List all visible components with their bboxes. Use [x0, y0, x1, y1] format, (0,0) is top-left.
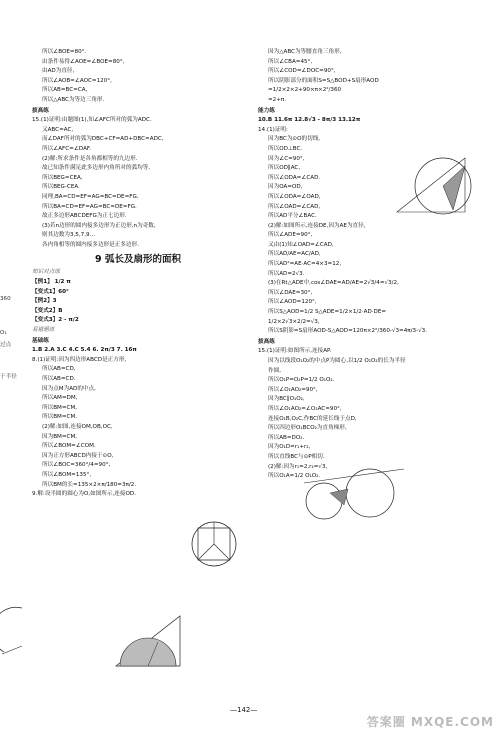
tangent-circle-figure: [395, 150, 485, 228]
text-line: 因为OA=OD,: [268, 184, 303, 191]
text-line: 所以AD平分∠BAC.: [268, 213, 317, 220]
text-line: 所以O₁A=1/2 O₁O₂.: [268, 473, 321, 480]
text-line: (2)解:所求条件是各角都相等的九边形.: [42, 155, 138, 162]
text-line: 所以∠ODA=∠OAD,: [268, 193, 321, 200]
text-line: 15.(1)证明:由题图(1),知∠AFC所对的弧为ADC.: [32, 117, 152, 124]
text-line: 所以∠OAD=∠CAD,: [268, 203, 321, 210]
text-line: 则其边数为3,5,7,9…: [42, 232, 96, 239]
text-line: 因为∠C=90°,: [268, 155, 305, 162]
text-line: 因为△ABC为等腰直角三角形,: [268, 49, 342, 55]
margin-label: 于半径: [0, 374, 17, 380]
text-line: 【例1】 1/2 π: [32, 279, 71, 286]
text-line: 所以BA=CD=EF=AG=BC=DE=FG.: [42, 203, 137, 210]
left-column: [32, 48, 244, 500]
partial-figure: [0, 606, 24, 658]
text-line: 因为正方形ABCD内接于⊙O,: [42, 452, 114, 459]
text-line: 所以∠AFC=∠DAF.: [42, 145, 91, 152]
text-line: 拔高练: [32, 107, 49, 114]
text-line: 所以AB=CD,: [42, 366, 76, 373]
text-line: 9.解:设半圆的圆心为O,如图所示,连接OD.: [32, 491, 136, 498]
text-line: 由AD为直径,: [42, 68, 75, 75]
text-line: 所以AB=BC=CA,: [42, 87, 88, 94]
right-column: [258, 48, 480, 482]
margin-label: O₁: [0, 330, 7, 336]
text-line: =1/2×2×2+90×π×2²/360: [268, 87, 342, 94]
text-line: 1/2×2√3×2/2=√3,: [268, 318, 320, 325]
text-line: 因为以线段O₁O₂的中点P为圆心,以1/2 O₁O₂的长为半径: [268, 358, 406, 364]
text-line: 所以直线BC与⊙P相切.: [268, 453, 325, 460]
text-line: 所以AB=DO₂.: [268, 434, 305, 441]
text-line: 所以AD/AE=AC/AD,: [268, 251, 321, 258]
text-line: 所以AD=2√3.: [268, 270, 305, 277]
text-line: 所以∠BOE=80°.: [42, 49, 87, 55]
text-line: 因为O₁D=r₁+r₂,: [268, 444, 311, 451]
text-line: (2)解:因为r₁=2,r₂=√3,: [268, 463, 328, 470]
text-line: 14.(1)证明:: [258, 126, 288, 133]
text-line: 所以O₁P=O₂P=1/2 O₁O₂.: [268, 377, 335, 384]
semicircle-triangle-figure: [110, 612, 188, 674]
text-line: 所以∠DAE=30°,: [268, 289, 313, 296]
text-line: 由条件易得∠AOE=∠BOE=80°,: [42, 58, 125, 65]
text-line: 能力练: [258, 107, 275, 114]
text-line: 所以AM=DM,: [42, 395, 78, 402]
text-line: 【变式3】2 - π/2: [32, 317, 79, 324]
text-line: 易错题练: [32, 327, 55, 334]
text-line: 1.B 2.A 3.C 4.C 5.4 6. 2π/3 7. 16π: [32, 347, 137, 354]
text-line: 所以四边形O₁BCO₂为直角梯形,: [268, 425, 347, 432]
text-line: (2)解:如图,连接OM,OB,OC,: [42, 423, 113, 430]
text-line: 所以∠AOD=120°,: [268, 299, 317, 306]
watermark-logo: 答案圈 MXQE.COM: [366, 715, 494, 729]
text-line: 因为BM=CM,: [42, 433, 78, 440]
text-line: 拔高练: [258, 338, 275, 345]
text-line: 因为BC∥O₁O₂,: [268, 396, 305, 403]
text-line: 所以∠CBA=45°,: [268, 58, 313, 65]
text-line: 故已知条件满足此多边形内角所对的弧均等,: [42, 165, 151, 172]
text-line: 因为BC为⊙O的切线,: [268, 136, 321, 143]
text-line: 各内角相等的圆内接多边形是正多边形.: [42, 241, 139, 248]
text-line: 又由(1)知∠OAD=∠CAD,: [268, 241, 334, 248]
text-line: 所以BM的长=135×2×π/180=3π/2.: [42, 481, 137, 488]
two-circles-figure: [300, 463, 410, 527]
text-line: 作圆,: [268, 367, 281, 374]
text-line: 所以BEG=CEA,: [42, 174, 83, 181]
text-line: 【例2】3: [32, 298, 57, 305]
text-line: 所以∠O₁AO₂=∠O₂AC=90°,: [268, 405, 342, 412]
text-line: 所以∠AOB=∠AOC=120°,: [42, 77, 112, 84]
text-line: 所以△ABC为等边三角形.: [42, 96, 105, 103]
text-line: 所以S△AOD=1/2 S△ADE=1/2×1/2·AD·DE=: [268, 309, 387, 316]
text-line: 所以BM=CM,: [42, 404, 78, 411]
margin-label: 360: [0, 296, 11, 302]
text-line: 知识对点练: [32, 269, 60, 276]
text-line: 所以∠BOC=360°/4=90°,: [42, 462, 111, 469]
text-line: (3)若n边形的圆内接多边形为正边形,n为奇数,: [42, 222, 156, 229]
text-line: 所以OD⊥BC.: [268, 145, 303, 152]
text-line: 所以∠BOM=135°,: [42, 471, 92, 478]
text-line: 所以∠COD=∠DOC=90°,: [268, 68, 336, 75]
text-line: 故正多边形ABCDEFG为正七边形.: [42, 213, 127, 220]
margin-label: 过点: [0, 342, 12, 348]
text-line: 因为点M为AD的中点,: [42, 385, 96, 392]
text-line: 10.B 11.6π 12.8√3 - 8π/3 13.12π: [258, 117, 361, 124]
text-line: 所以∠ADE=90°,: [268, 232, 313, 239]
text-line: 【变式2】B: [32, 307, 63, 314]
text-line: 所以∠O₁AO₂=90°,: [268, 386, 318, 393]
text-line: 所以AB=CD.: [42, 376, 76, 382]
text-line: 所以∠ODA=∠CAD.: [268, 174, 321, 181]
section-title: 9 弧长及扇形的面积: [95, 254, 181, 266]
text-line: 而∠DAF所对的弧为DBC+CF=AD+DBC=ADC,: [42, 136, 164, 143]
left-column-part-b: [32, 268, 244, 499]
left-column-part-a: [32, 48, 244, 250]
square-in-circle-figure: [188, 518, 240, 570]
text-line: 同理,BA=CD=EF=AG=BC=DE=FG,: [42, 193, 139, 200]
text-line: 15.(1)证明:如图所示,连接AP.: [258, 348, 332, 355]
text-line: 【变式1】60°: [32, 288, 69, 295]
text-line: (2)解:如图所示,连接DE,因为AE为直径,: [268, 222, 366, 229]
page-number: —142—: [230, 706, 258, 714]
text-line: 所以OD∥AC,: [268, 165, 301, 172]
text-line: (3)在Rt△ADE中,cos∠DAE=AD/AE=2√3/4=√3/2,: [268, 280, 399, 287]
text-line: 连接O₁B,O₂C,作BC的延长线于点D,: [268, 415, 357, 422]
text-line: 所以AD²=AE·AC=4×3=12,: [268, 261, 342, 268]
text-line: 所以∠BOM=∠COM.: [42, 443, 96, 450]
text-line: 所以S阴影=S扇形AOD-S△AOD=120π×2²/360-√3=4π/3-√3.: [268, 328, 427, 335]
text-line: 所以阴影部分的面积S=S△BOD+S扇形AOD: [268, 77, 379, 84]
text-line: 所以BEG-CEA.: [42, 184, 80, 191]
text-line: =2+π.: [268, 96, 287, 103]
text-line: 所以BM=CM.: [42, 414, 78, 421]
text-line: 又ABC=AC,: [42, 126, 74, 133]
text-line: 8.(1)证明:因为四边形ABCD是正方形,: [32, 356, 127, 363]
text-line: 基础练: [32, 337, 49, 344]
